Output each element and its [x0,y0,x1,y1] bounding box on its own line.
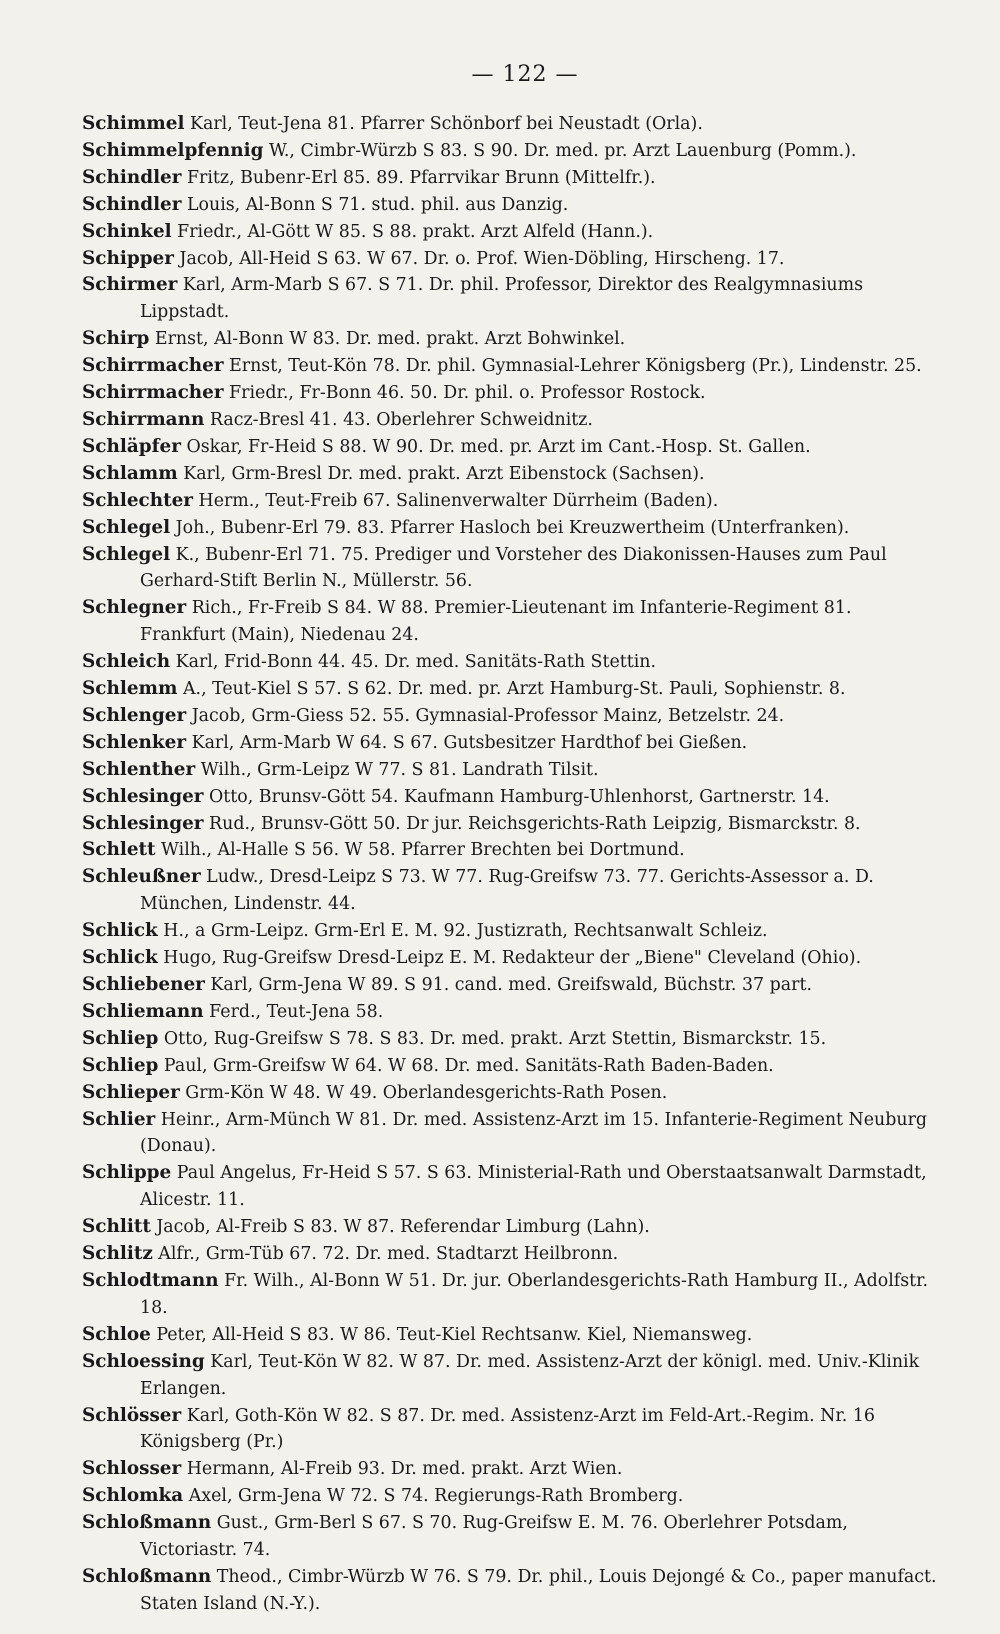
entry-details: Karl, Frid-Bonn 44. 45. Dr. med. Sanitäts-Rath Stettin. [170,652,657,673]
list-item [82,918,940,945]
list-item [82,1053,940,1080]
entry-name: Schlippe [82,1162,172,1184]
list-item [82,434,940,461]
entry-details: Hermann, Al-Freib 93. Dr. med. prakt. Arzt Wien. [181,1459,623,1480]
entry-name: Schlieper [82,1081,180,1103]
entry-name: Schloe [82,1323,151,1345]
list-item [82,461,940,488]
list-item [82,1322,940,1349]
entry-list [82,111,940,1618]
entry-name: Schlenker [82,731,187,753]
list-item [82,380,940,407]
entry-name: Schindler [82,193,182,215]
entry-name: Schlösser [82,1404,182,1426]
entry-name: Schlesinger [82,785,204,807]
list-item [82,837,940,864]
entry-details: Gust., Grm-Berl S 67. S 70. Rug-Greifsw E. M. 76. Oberlehrer Potsdam, Victoriastr. 74. [140,1513,848,1561]
entry-name: Schläpfer [82,435,181,457]
list-item [82,246,940,273]
list-item [82,111,940,138]
entry-details: Alfr., Grm-Tüb 67. 72. Dr. med. Stadtarzt Heilbronn. [152,1244,619,1265]
list-item [82,138,940,165]
entry-details: Oskar, Fr-Heid S 88. W 90. Dr. med. pr. Arzt im Cant.-Hosp. St. Gallen. [180,436,811,457]
entry-name: Schlegner [82,597,187,619]
list-item [82,407,940,434]
list-item [82,219,940,246]
list-item [82,192,940,219]
entry-details: Friedr., Fr-Bonn 46. 50. Dr. phil. o. Professor Rostock. [223,383,706,404]
list-item [82,676,940,703]
entry-details: Rich., Fr-Freib S 84. W 88. Premier-Lieutenant im Infanterie-Regiment 81. Frankfurt (Main), Niedenau 24. [140,598,852,646]
entry-details: Ferd., Teut-Jena 58. [203,1001,384,1022]
list-item [82,811,940,838]
entry-name: Schlick [82,920,158,942]
entry-details: Otto, Rug-Greifsw S 78. S 83. Dr. med. prakt. Arzt Stettin, Bismarckstr. 15. [158,1028,827,1049]
entry-details: H., a Grm-Leipz. Grm-Erl E. M. 92. Justizrath, Rechtsanwalt Schleiz. [157,921,768,942]
entry-name: Schliebener [82,974,205,995]
entry-details: Karl, Teut-Kön W 82. W 87. Dr. med. Assistenz-Arzt der königl. med. Univ.-Klinik Erlangen. [140,1351,920,1399]
list-item [82,595,940,649]
list-item [82,972,940,999]
list-item [82,1483,940,1510]
entry-name: Schlenther [82,758,196,780]
entry-details: Karl, Arm-Marb W 64. S 67. Gutsbesitzer Hardthof bei Gießen. [186,732,748,753]
entry-name: Schleich [82,651,171,673]
entry-details: Joh., Bubenr-Erl 79. 83. Pfarrer Hasloch bei Kreuzwertheim (Unterfranken). [170,517,850,538]
entry-details: Wilh., Al-Halle S 56. W 58. Pfarrer Brechten bei Dortmund. [155,840,685,861]
entry-details: Heinr., Arm-Münch W 81. Dr. med. Assistenz-Arzt im 15. Infanterie-Regiment Neuburg (Donau). [140,1109,928,1157]
entry-details: Karl, Grm-Bresl Dr. med. prakt. Arzt Eibenstock (Sachsen). [177,463,705,484]
list-item [82,649,940,676]
entry-details: Peter, All-Heid S 83. W 86. Teut-Kiel Rechtsanw. Kiel, Niemansweg. [150,1324,753,1345]
entry-details: Hugo, Rug-Greifsw Dresd-Leipz E. M. Redakteur der „Biene" Cleveland (Ohio). [157,948,862,969]
entry-name: Schlick [82,947,158,969]
list-item [82,730,940,757]
entry-name: Schlitt [82,1216,151,1238]
list-item [82,703,940,730]
entry-details: Karl, Teut-Jena 81. Pfarrer Schönborf bei Neustadt (Orla). [184,114,703,134]
list-item [82,1403,940,1457]
list-item [82,326,940,353]
entry-name: Schloßmann [82,1512,212,1534]
list-item [82,488,940,515]
entry-details: Axel, Grm-Jena W 72. S 74. Regierungs-Rath Bromberg. [183,1486,684,1507]
page-number: — 122 — [471,62,579,87]
list-item [82,1349,940,1403]
entry-name: Schliep [82,1027,159,1049]
list-item [82,1268,940,1322]
entry-details: Karl, Grm-Jena W 89. S 91. cand. med. Greifswald, Büchstr. 37 part. [204,975,812,995]
entry-details: Friedr., Al-Gött W 85. S 88. prakt. Arzt Alfeld (Hann.). [171,221,654,242]
entry-details: A., Teut-Kiel S 57. S 62. Dr. med. pr. Arzt Hamburg-St. Pauli, Sophienstr. 8. [177,679,846,700]
list-item [82,1241,940,1268]
entry-details: Karl, Arm-Marb S 67. S 71. Dr. phil. Professor, Direktor des Realgymnasiums Lippstadt. [140,275,863,323]
entry-name: Schirrmacher [82,382,224,404]
entry-details: Ernst, Teut-Kön 78. Dr. phil. Gymnasial-Lehrer Königsberg (Pr.), Lindenstr. 25. [223,356,922,377]
entry-name: Schleußner [82,866,201,888]
list-item [82,272,940,326]
list-item [82,784,940,811]
list-item [82,757,940,784]
entry-name: Schlechter [82,489,193,511]
list-item [82,1214,940,1241]
entry-name: Schlegel [82,516,171,538]
list-item [82,1564,940,1618]
entry-name: Schimmel [82,113,185,134]
entry-name: Schlitz [82,1243,153,1265]
entry-details: Racz-Bresl 41. 43. Oberlehrer Schweidnitz. [204,409,593,430]
list-item [82,1107,940,1161]
entry-details: Fritz, Bubenr-Erl 85. 89. Pfarrvikar Brunn (Mittelfr.). [181,167,656,188]
entry-details: Paul Angelus, Fr-Heid S 57. S 63. Ministerial-Rath und Oberstaatsanwalt Darmstadt, Alicestr. 11. [140,1163,927,1211]
list-item [82,1160,940,1214]
list-item [82,353,940,380]
entry-details: Ernst, Al-Bonn W 83. Dr. med. prakt. Arzt Bohwinkel. [149,329,626,350]
entry-details: Fr. Wilh., Al-Bonn W 51. Dr. jur. Oberlandesgerichts-Rath Hamburg II., Adolfstr. 18. [140,1270,929,1318]
entry-details: Grm-Kön W 48. W 49. Oberlandesgerichts-Rath Posen. [179,1082,668,1103]
entry-name: Schlosser [82,1458,182,1480]
list-item [82,864,940,918]
entry-name: Schlemm [82,678,178,700]
entry-name: Schirmer [82,274,178,296]
entry-name: Schlier [82,1108,156,1130]
entry-details: Paul, Grm-Greifsw W 64. W 68. Dr. med. Sanitäts-Rath Baden-Baden. [158,1055,774,1076]
entry-name: Schimmelpfennig [82,139,264,161]
entry-details: Theod., Cimbr-Würzb W 76. S 79. Dr. phil., Louis Dejongé & Co., paper manufact. Staten Island (N.-Y.). [140,1566,937,1614]
entry-details: Jacob, All-Heid S 63. W 67. Dr. o. Prof. Wien-Döbling, Hirscheng. 17. [173,248,785,269]
list-item [82,1080,940,1107]
list-item [82,515,940,542]
entry-name: Schirrmacher [82,355,224,377]
entry-name: Schlenger [82,704,187,726]
entry-details: Jacob, Grm-Giess 52. 55. Gymnasial-Professor Mainz, Betzelstr. 24. [186,705,785,726]
list-item [82,1026,940,1053]
list-item [82,542,940,596]
entry-details: W., Cimbr-Würzb S 83. S 90. Dr. med. pr. Arzt Lauenburg (Pomm.). [263,140,857,161]
list-item [82,945,940,972]
entry-name: Schloessing [82,1350,205,1372]
list-item [82,1510,940,1564]
entry-name: Schlesinger [82,812,204,834]
entry-details: Jacob, Al-Freib S 83. W 87. Referendar Limburg (Lahn). [150,1217,650,1238]
entry-details: K., Bubenr-Erl 71. 75. Prediger und Vorsteher des Diakonissen-Hauses zum Paul Gerhard-Stift Berlin N., Müllerstr. 56. [140,544,887,592]
list-item [82,999,940,1026]
entry-name: Schirrmann [82,408,205,430]
entry-name: Schlett [82,839,156,861]
entry-name: Schlegel [82,543,171,565]
entry-details: Louis, Al-Bonn S 71. stud. phil. aus Danzig. [181,194,569,215]
entry-name: Schlodtmann [82,1269,219,1291]
list-item [82,165,940,192]
entry-details: Ludw., Dresd-Leipz S 73. W 77. Rug-Greifsw 73. 77. Gerichts-Assessor a. D. München, Lindenstr. 44. [140,867,874,915]
entry-name: Schipper [82,247,174,269]
entry-name: Schliemann [82,1000,204,1022]
entry-name: Schlomka [82,1485,184,1507]
entry-name: Schlamm [82,462,178,484]
entry-details: Otto, Brunsv-Gött 54. Kaufmann Hamburg-Uhlenhorst, Gartnerstr. 14. [203,786,830,807]
entry-details: Karl, Goth-Kön W 82. S 87. Dr. med. Assistenz-Arzt im Feld-Art.-Regim. Nr. 16 Königsberg (Pr.) [140,1405,875,1453]
entry-name: Schloßmann [82,1565,212,1587]
list-item [82,1456,940,1483]
entry-name: Schirp [82,328,150,350]
entry-name: Schliep [82,1054,159,1076]
entry-details: Wilh., Grm-Leipz W 77. S 81. Landrath Tilsit. [195,759,599,780]
entry-name: Schinkel [82,220,172,242]
entry-name: Schindler [82,166,182,188]
entry-details: Rud., Brunsv-Gött 50. Dr jur. Reichsgerichts-Rath Leipzig, Bismarckstr. 8. [203,813,861,834]
entry-details: Herm., Teut-Freib 67. Salinenverwalter Dürrheim (Baden). [193,490,719,511]
